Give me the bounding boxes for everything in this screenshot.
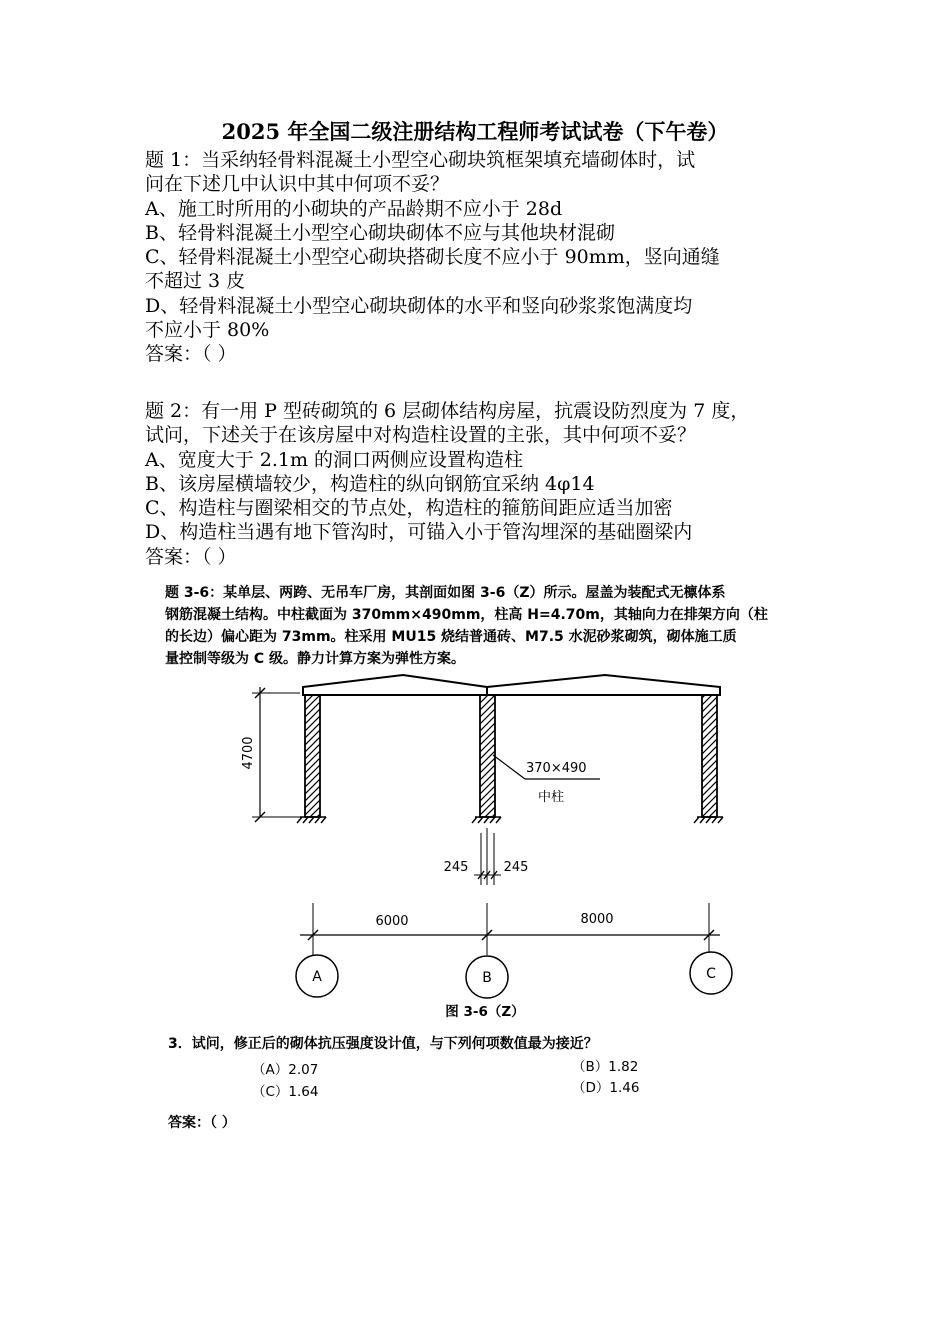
- q2-option-b: B、该房屋横墙较少，构造柱的纵向钢筋宜采纳 4φ14: [145, 472, 595, 495]
- roof-beam: [303, 675, 720, 695]
- section-size-label: 370×490: [526, 761, 587, 776]
- height-label: 4700: [241, 736, 256, 770]
- q2-answer: 答案：（ ）: [145, 545, 237, 568]
- q3-answer: 答案：（ ）: [168, 1115, 236, 1131]
- axis-a-label: A: [312, 969, 322, 985]
- q1-option-b: B、轻骨料混凝土小型空心砌块砌体不应与其他块材混砌: [145, 221, 615, 244]
- middle-column-label: 中柱: [538, 790, 565, 805]
- q2-line: 题 2：有一用 P 型砖砌筑的 6 层砌体结构房屋，抗震设防烈度为 7 度，: [145, 400, 750, 422]
- column-a: [297, 695, 326, 823]
- q3-option-b: （B）1.82: [572, 1059, 639, 1075]
- span-dimension: [300, 903, 720, 941]
- q3-statement-line: 钢筋混凝土结构。中柱截面为 370mm×490mm，柱高 H=4.70m，其轴向力在排架方向（柱: [165, 607, 768, 623]
- span-right-label: 8000: [580, 912, 614, 927]
- question-2: [145, 399, 825, 569]
- q1-option-a: A、施工时所用的小砌块的产品龄期不应小于 28d: [145, 197, 563, 220]
- q3-statement-line: 题 3-6：某单层、两跨、无吊车厂房，其剖面如图 3-6（Z）所示。屋盖为装配式无檩体系: [165, 585, 726, 601]
- offset-right-label: 245: [503, 860, 529, 875]
- q1-answer: 答案：（ ）: [145, 343, 237, 366]
- q1-option-c-cont: 不超过 3 皮: [145, 270, 246, 293]
- q3-statement-line: 量控制等级为 C 级。静力计算方案为弹性方案。: [165, 651, 466, 667]
- q1-option-c: C、轻骨料混凝土小型空心砌块搭砌长度不应小于 90mm，竖向通缝: [145, 246, 720, 269]
- figure-caption: 图 3-6（Z）: [445, 1004, 525, 1020]
- axis-b-label: B: [482, 970, 492, 986]
- exam-title: 2025 年全国二级注册结构工程师考试试卷（下午卷）: [221, 119, 729, 144]
- q2-option-c: C、构造柱与圈梁相交的节点处，构造柱的箍筋间距应适当加密: [145, 497, 673, 520]
- q2-option-a: A、宽度大于 2.1m 的洞口两侧应设置构造柱: [145, 448, 524, 471]
- scanned-question-3: [160, 578, 820, 1138]
- offset-left-label: 245: [443, 860, 469, 875]
- span-left-label: 6000: [375, 914, 409, 929]
- column-c: [694, 695, 723, 823]
- offset-dimension: [474, 828, 501, 885]
- height-dimension: [252, 687, 300, 822]
- q3-option-c: （C）1.64: [252, 1084, 319, 1100]
- q1-option-d-cont: 不应小于 80%: [145, 319, 270, 342]
- q1-line: 题 1：当采纳轻骨料混凝土小型空心砌块筑框架填充墙砌体时，试: [145, 149, 696, 171]
- column-b: [472, 695, 501, 823]
- q1-line: 问在下述几中认识中其中何项不妥？: [145, 173, 450, 196]
- q2-option-d: D、构造柱当遇有地下管沟时，可锚入小于管沟埋深的基础圈梁内: [145, 521, 693, 544]
- q3-option-a: （A）2.07: [252, 1062, 319, 1078]
- q3-statement-line: 的长边）偏心距为 73mm。柱采用 MU15 烧结普通砖、M7.5 水泥砂浆砌筑，砌体施工质: [165, 629, 737, 645]
- axis-c-label: C: [706, 966, 716, 982]
- q1-option-d: D、轻骨料混凝土小型空心砌块砌体的水平和竖向砂浆浆饱满度均: [145, 294, 693, 317]
- q3-question: 3．试问，修正后的砌体抗压强度设计值，与下列何项数值最为接近？: [168, 1036, 598, 1052]
- q3-option-d: （D）1.46: [572, 1080, 640, 1096]
- question-1: [145, 148, 825, 367]
- q2-line: 试问，下述关于在该房屋中对构造柱设置的主张，其中何项不妥？: [145, 424, 697, 447]
